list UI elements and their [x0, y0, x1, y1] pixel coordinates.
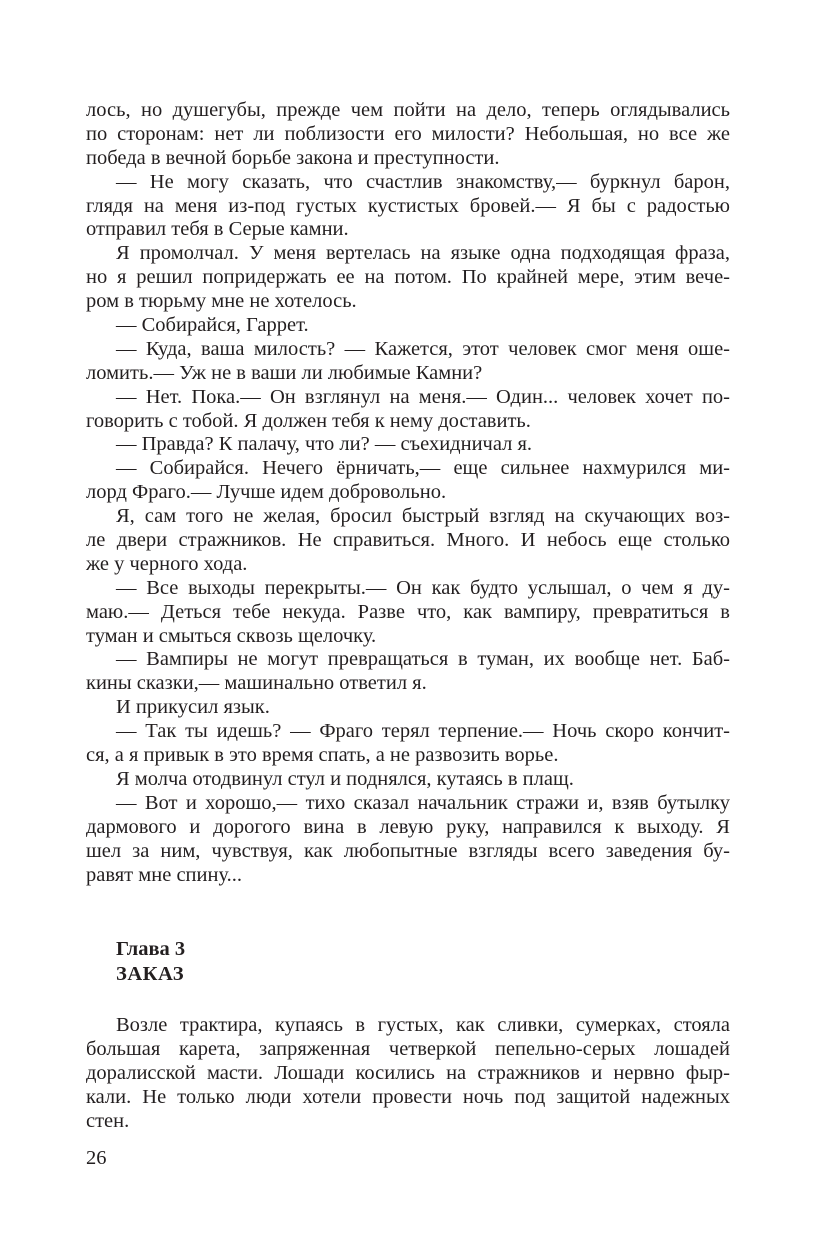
text-line: ром в тюрьму мне не хотелось. [86, 290, 357, 313]
text-line: — Вот и хорошо,— тихо сказал начальник стражи и, взяв бутылку [116, 791, 730, 814]
text-line: большая карета, запряженная четверкой пепельно-серых лошадей [86, 1037, 730, 1060]
text-line: отправил тебя в Серые камни. [86, 218, 349, 241]
text-line: Я промолчал. У меня вертелась на языке одна подходящая фраза, [116, 242, 730, 265]
chapter-title: ЗАКАЗ [116, 963, 185, 985]
text-line: ломить.— Уж не в ваши ли любимые Камни? [86, 361, 483, 384]
text-line: Возле трактира, купаясь в густых, как сливки, сумерках, стояла [116, 1014, 730, 1036]
text-line: стен. [86, 1109, 130, 1132]
chapter-number: Глава 3 [116, 938, 186, 960]
text-line: — Все выходы перекрыты.— Он как будто услышал, о чем я ду- [116, 576, 730, 599]
text-line: равят мне спину... [86, 863, 243, 886]
text-line: лось, но душегубы, прежде чем пойти на дело, теперь оглядывались [86, 99, 730, 121]
text-line: Я молча отодвинул стул и поднялся, кутаясь в плащ. [116, 767, 574, 790]
text-line: же у черного хода. [86, 552, 248, 575]
text-line: говорить с тобой. Я должен тебя к нему доставить. [86, 409, 531, 432]
chapter-opening-text [86, 1014, 730, 1133]
text-line: — Нет. Пока.— Он взглянул на меня.— Один... человек хочет по- [116, 385, 730, 408]
text-line: — Вампиры не могут превращаться в туман, их вообще нет. Баб- [116, 648, 730, 671]
text-line: кины сказки,— машинально ответил я. [86, 672, 427, 695]
text-line: кали. Не только люди хотели провести ночь под защитой надежных [86, 1085, 730, 1108]
text-line: И прикусил язык. [116, 696, 270, 719]
text-line: победа в вечной борьбе закона и преступности. [86, 146, 500, 169]
text-line: лорд Фраго.— Лучше идем добровольно. [86, 481, 447, 504]
text-line: — Так ты идешь? — Фраго терял терпение.— Ночь скоро кончит- [116, 720, 730, 743]
chapter-heading [116, 937, 185, 987]
page-number: 26 [86, 1147, 107, 1169]
text-line: ся, а я привык в это время спать, а не развозить ворье. [86, 744, 559, 767]
text-line: ле двери стражников. Не справиться. Много. И небось еще столько [86, 529, 730, 552]
text-line: доралисской масти. Лошади косились на стражников и нервно фыр- [86, 1061, 730, 1084]
text-line: но я решил попридержать ее на потом. По крайней мере, этим вече- [86, 266, 730, 289]
text-line: шел за ним, чувствуя, как любопытные взгляды всего заведения бу- [86, 839, 730, 862]
text-line: туман и смыться сквозь щелочку. [86, 624, 377, 647]
body-text [86, 99, 730, 887]
text-line: глядя на меня из-под густых кустистых бровей.— Я бы с радостью [86, 194, 730, 217]
text-line: — Куда, ваша милость? — Кажется, этот человек смог меня оше- [116, 337, 730, 360]
text-line: — Не могу сказать, что счастлив знакомству,— буркнул барон, [116, 170, 730, 193]
text-line: — Правда? К палачу, что ли? — съехидничал я. [116, 433, 533, 456]
text-line: по сторонам: нет ли поблизости его милости? Небольшая, но все же [86, 122, 730, 145]
text-line: маю.— Деться тебе некуда. Разве что, как вампиру, превратиться в [86, 600, 730, 623]
text-line: — Собирайся. Нечего ёрничать,— еще сильнее нахмурился ми- [116, 457, 730, 480]
text-line: Я, сам того не желая, бросил быстрый взгляд на скучающих воз- [116, 505, 730, 528]
text-line: — Собирайся, Гаррет. [116, 314, 309, 337]
text-line: дармового и дорогого вина в левую руку, направился к выходу. Я [86, 815, 730, 838]
